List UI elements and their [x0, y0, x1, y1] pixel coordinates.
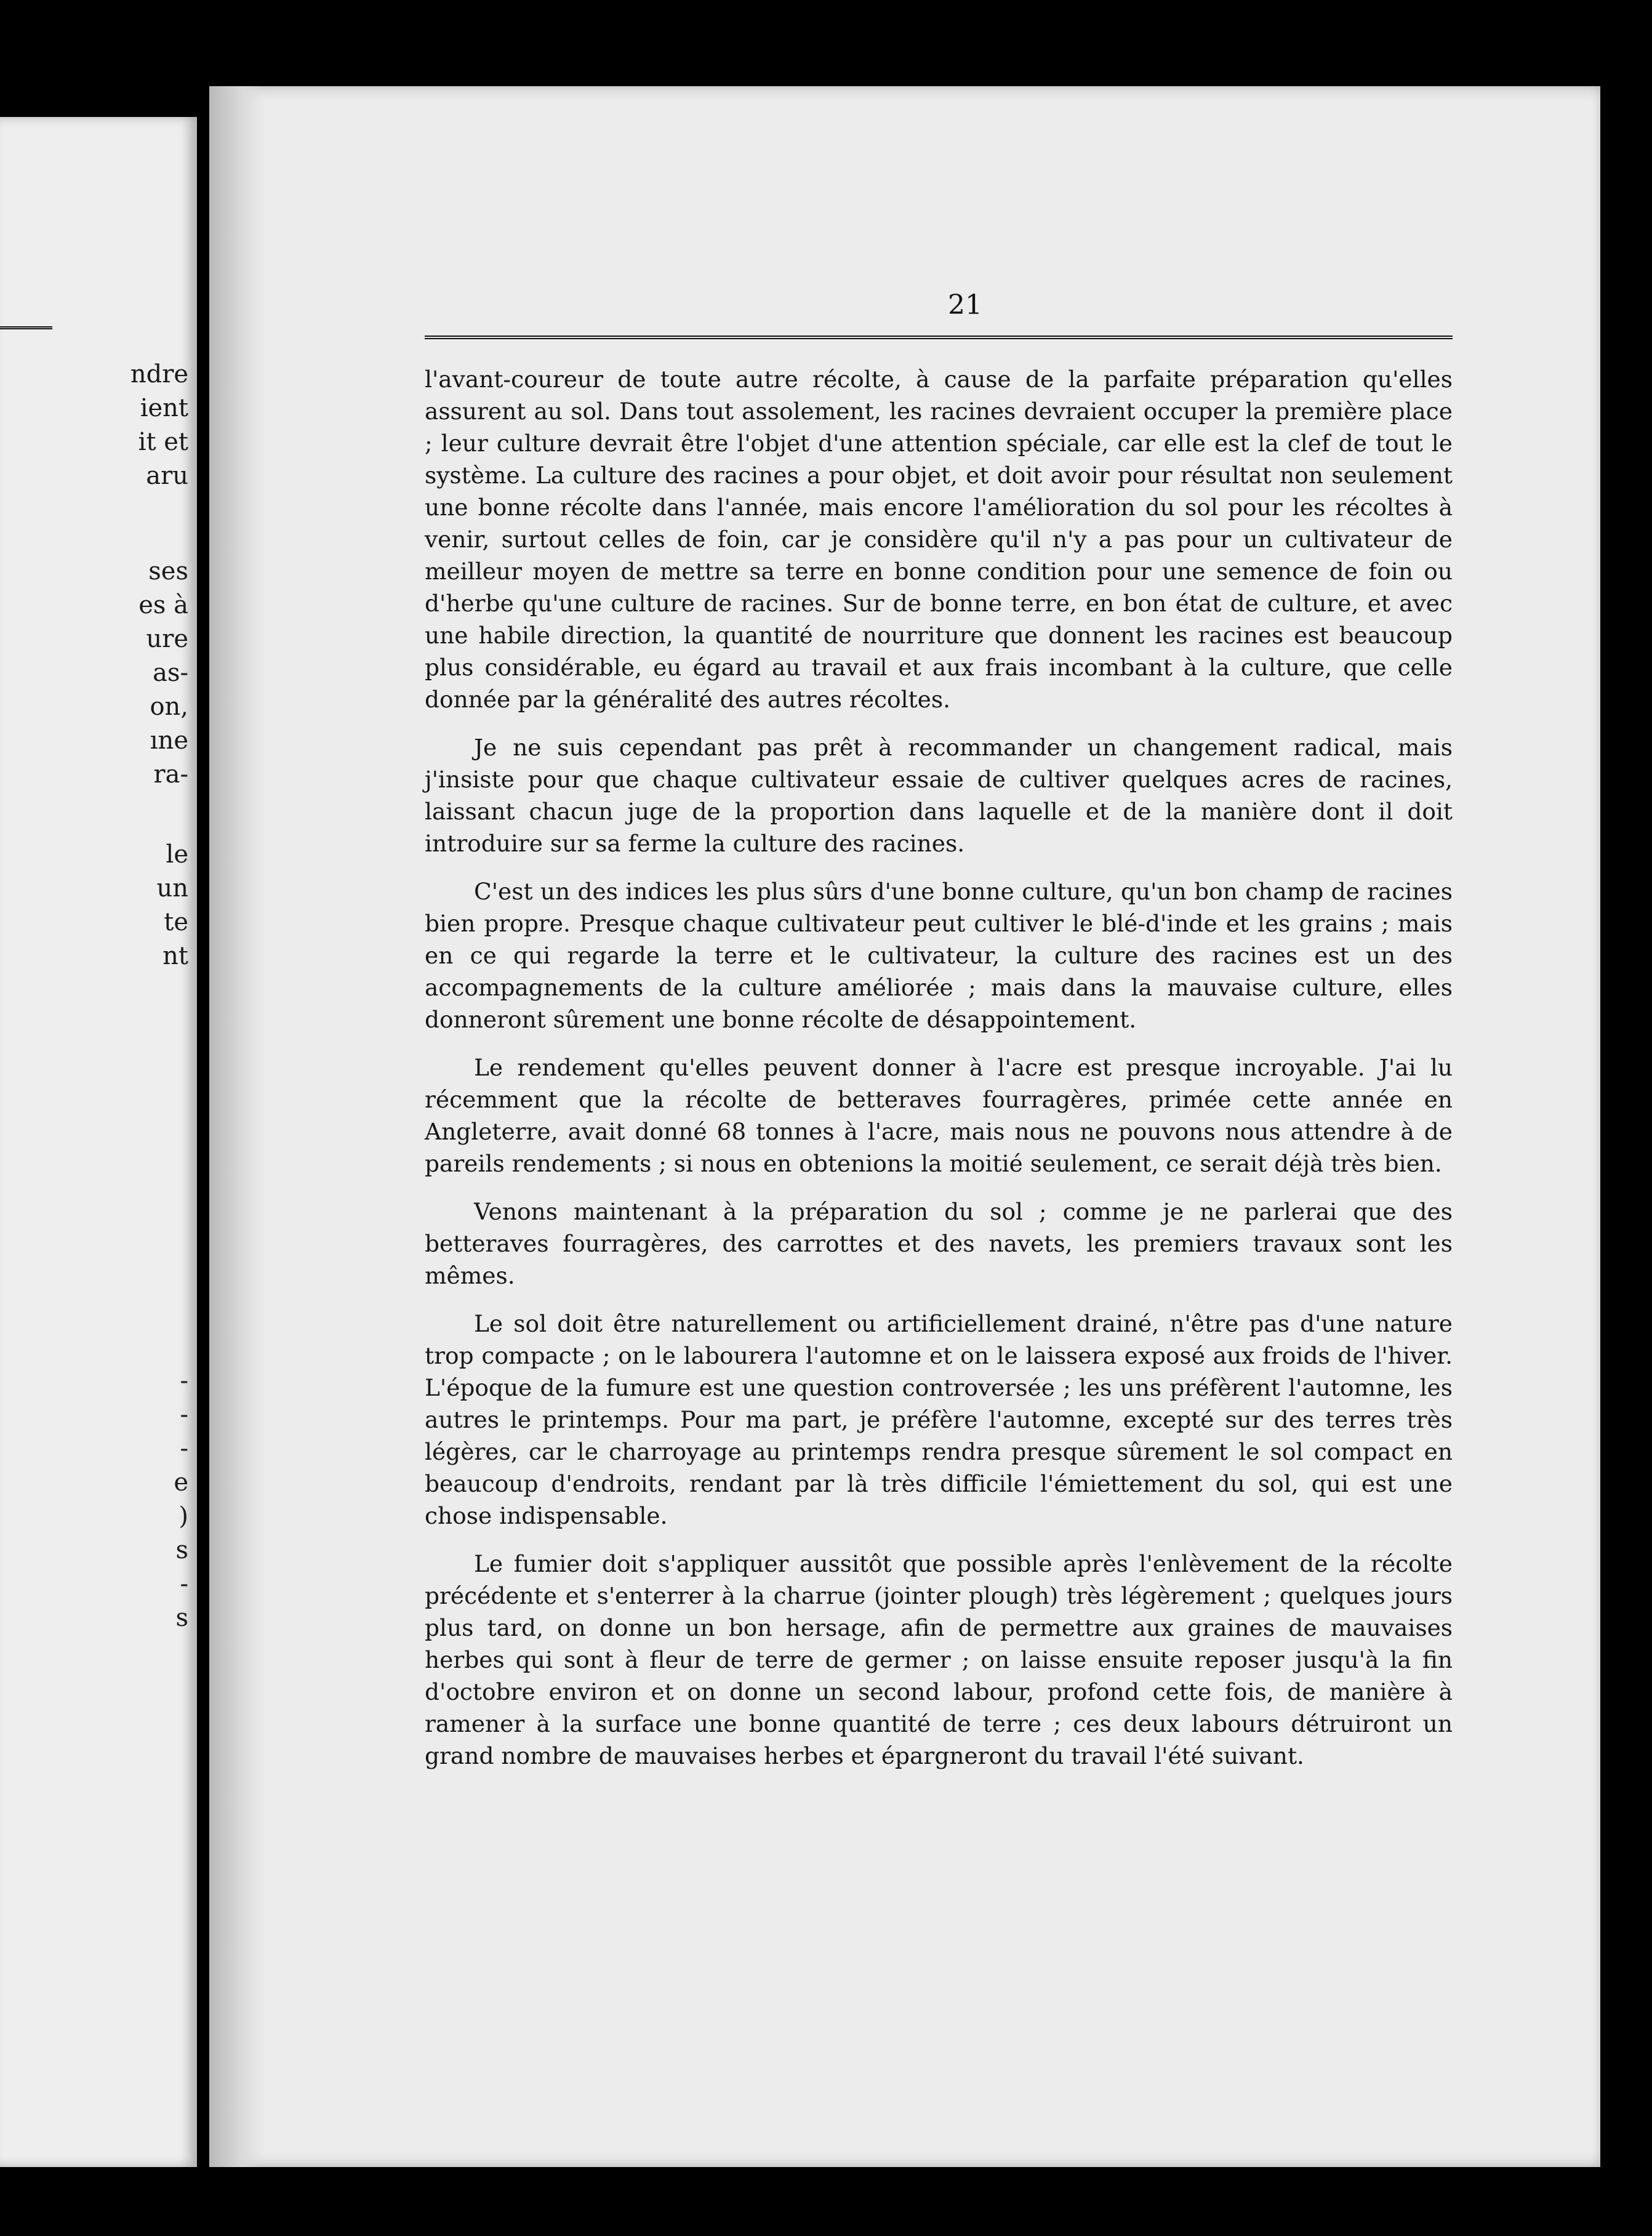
paragraph: l'avant-coureur de toute autre récolte, à cause de la parfaite préparation qu'elles assurent au sol. Dans tout assolement, les racines devraient occuper la première place ; leur culture devrait être l'objet d'une attention spéciale, car elle est la clef de tout le système. La culture des racines a pour objet, et doit avoir pour résultat non seulement une bonne récolte dans l'année, mais encore l'amélioration du sol pour les récoltes à venir, surtout celles de foin, car je considère qu'il n'y a pas pour un cultivateur de meilleur moyen de mettre sa terre en bonne condition pour une semence de foin ou d'herbe qu'une culture de racines. Sur de bonne terre, en bon état de culture, et avec une habile direction, la quantité de nourriture que donnent les racines est beaucoup plus considérable, eu égard au travail et aux frais incombant à la culture, que celle donnée par la généralité des autres récoltes. — [425, 366, 1453, 713]
previous-page-rule — [0, 326, 52, 329]
fragment-text: it et — [138, 428, 188, 456]
fragment-text: - — [180, 1401, 188, 1429]
fragment-text: es à — [138, 591, 188, 619]
fragment-text: - — [180, 1367, 188, 1395]
fragment-text: on, — [150, 693, 188, 721]
fragment-text: un — [156, 874, 188, 903]
previous-page-fragment — [0, 117, 197, 2167]
fragment-text: - — [180, 1434, 188, 1463]
fragment-text: s — [175, 1604, 188, 1632]
fragment-text: ra- — [153, 760, 188, 789]
fragment-text: nt — [162, 942, 188, 970]
fragment-text: e — [174, 1468, 188, 1497]
fragment-text: te — [164, 908, 188, 936]
fragment-text: ses — [148, 557, 188, 585]
page-gutter — [209, 86, 265, 2167]
fragment-text: ) — [178, 1502, 188, 1530]
fragment-text: s — [175, 1536, 188, 1564]
fragment-text: ure — [146, 625, 188, 653]
document-page — [209, 86, 1600, 2167]
paragraph: Le sol doit être naturellement ou artificiellement drainé, n'être pas d'une nature trop compacte ; on le labourera l'automne et on le laissera exposé aux froids de l'hiver. L'époque de la fumure est une question controversée ; les uns préfèrent l'automne, les autres le printemps. Pour ma part, je préfère l'automne, excepté sur des terres très légères, car le charroyage au printemps rendra presque sûrement le sol compact en beaucoup d'endroits, rendant par là très difficile l'émiettement du sol, qui est une chose indispensable. — [425, 1310, 1453, 1529]
fragment-text: as‑ — [153, 659, 188, 687]
header-rule — [425, 336, 1453, 339]
paragraph: Le fumier doit s'appliquer aussitôt que possible après l'enlèvement de la récolte précédente et s'enterrer à la charrue (jointer plough) très légèrement ; quelques jours plus tard, on donne un bon hersage, afin de permettre aux graines de mauvaises herbes qui sont à fleur de terre de germer ; on laisse ensuite reposer jusqu'à la fin d'octobre environ et on donne un second labour, profond cette fois, de manière à ramener à la surface une bonne quantité de terre ; ces deux labours détruiront un grand nombre de mauvaises herbes et épargneront du travail l'été suivant. — [425, 1550, 1453, 1769]
page-number: 21 — [948, 289, 982, 321]
fragment-text: ıne — [150, 726, 188, 755]
fragment-text: aru — [146, 462, 188, 490]
fragment-text: le — [166, 840, 188, 869]
fragment-text: ndre — [130, 360, 188, 388]
fragment-text: - — [180, 1570, 188, 1598]
paragraph: Le rendement qu'elles peuvent donner à l'acre est presque incroyable. J'ai lu récemment que la récolte de betteraves fourragères, primée cette année en Angleterre, avait donné 68 tonnes à l'acre, mais nous ne pouvons nous attendre à de pareils rendements ; si nous en obtenions la moitié seulement, ce serait déjà très bien. — [425, 1054, 1453, 1177]
fragment-text: ient — [140, 394, 188, 422]
paragraph: Je ne suis cependant pas prêt à recommander un changement radical, mais j'insiste pour que chaque cultivateur essaie de cultiver quelques acres de racines, laissant chacun juge de la proportion dans laquelle et de la manière dont il doit introduire sur sa ferme la culture des racines. — [425, 734, 1453, 857]
body-text — [425, 363, 1453, 1788]
paragraph: C'est un des indices les plus sûrs d'une bonne culture, qu'un bon champ de racines bien propre. Presque chaque cultivateur peut cultiver le blé-d'inde et les grains ; mais en ce qui regarde la terre et le cultivateur, la culture des racines est un des accompagnements de la culture améliorée ; mais dans la mauvaise culture, elles donneront sûrement une bonne récolte de désappointement. — [425, 878, 1453, 1033]
paragraph: Venons maintenant à la préparation du sol ; comme je ne parlerai que des betteraves fourragères, des carrottes et des navets, les premiers travaux sont les mêmes. — [425, 1198, 1453, 1289]
